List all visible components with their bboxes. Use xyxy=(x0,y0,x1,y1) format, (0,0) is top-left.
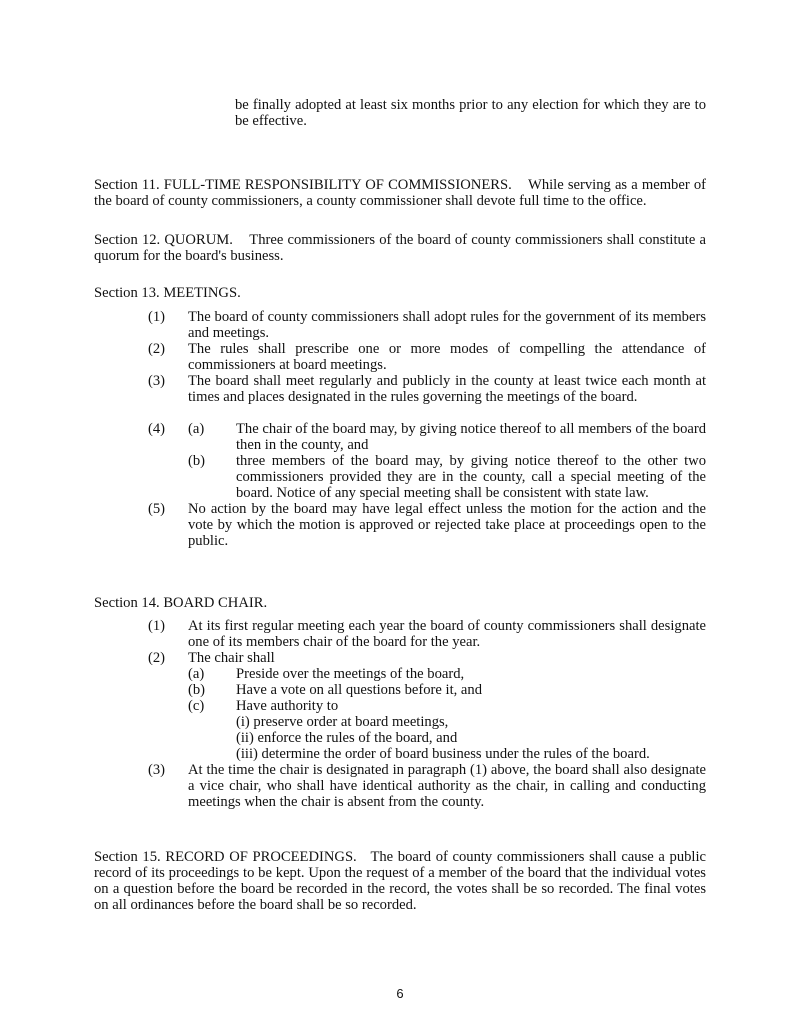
item-number: (1) xyxy=(148,618,166,634)
item-number: (5) xyxy=(148,501,166,517)
item-text: At its first regular meeting each year the board of county commissioners shall designate one of its members chair of the board for the year. xyxy=(188,618,706,650)
subitem-number: (a) xyxy=(188,666,205,682)
item-text: The board of county commissioners shall adopt rules for the government of its members and meetings. xyxy=(188,309,706,341)
item-number: (4) xyxy=(148,421,166,437)
subitem-number: (b) xyxy=(188,453,206,469)
item-number: (1) xyxy=(148,309,166,325)
subitem-text: Have a vote on all questions before it, and xyxy=(236,682,482,698)
roman-item: (ii) enforce the rules of the board, and xyxy=(236,730,458,746)
item-number: (2) xyxy=(148,650,166,666)
section-13-heading: Section 13. MEETINGS. xyxy=(94,285,241,301)
item-text: The rules shall prescribe one or more modes of compelling the attendance of commissioners at board meetings. xyxy=(188,341,706,373)
item-text: No action by the board may have legal effect unless the motion for the action and the vote by which the motion is approved or rejected take place at proceedings open to the public. xyxy=(188,501,706,549)
subitem-text: Preside over the meetings of the board, xyxy=(236,666,465,682)
item-text: At the time the chair is designated in paragraph (1) above, the board shall also designate a vice chair, who shall have identical authority as the chair, in calling and conducting meetings when the chair is absent from the county. xyxy=(188,762,706,810)
roman-item: (iii) determine the order of board business under the rules of the board. xyxy=(236,746,650,762)
section-15 xyxy=(94,849,706,913)
section-heading: Section 11. FULL-TIME RESPONSIBILITY OF COMMISSIONERS. xyxy=(94,177,512,193)
item-number: (3) xyxy=(148,762,166,778)
subitem-text: The chair of the board may, by giving notice thereof to all members of the board then in the county, and xyxy=(236,421,706,453)
roman-item: (i) preserve order at board meetings, xyxy=(236,714,449,730)
subitem-number: (a) xyxy=(188,421,205,437)
subitem-text: three members of the board may, by giving notice thereof to the other two commissioners provided they are in the county, call a special meeting of the board. Notice of any special meeting shall be consistent with state law. xyxy=(236,453,706,501)
subitem-text: Have authority to xyxy=(236,698,339,714)
section-11 xyxy=(94,177,706,209)
section-14-heading: Section 14. BOARD CHAIR. xyxy=(94,595,268,611)
section-text: The board of county commissioners shall cause a public record of its proceedings to be kept. Upon the request of a member of the board that the individual votes on a question before the board be recorded in the record, the votes shall be so recorded. The final votes on all ordinances before the board shall be so recorded. xyxy=(94,849,707,913)
subitem-number: (b) xyxy=(188,682,206,698)
subitem-number: (c) xyxy=(188,698,205,714)
item-number: (3) xyxy=(148,373,166,389)
section-text: Three commissioners of the board of county commissioners shall constitute a quorum for the board's business. xyxy=(94,232,706,264)
section-heading: Section 15. RECORD OF PROCEEDINGS. xyxy=(94,849,357,865)
section-text: While serving as a member of the board of county commissioners, a county commissioner shall devote full time to the office. xyxy=(94,177,706,209)
section-12 xyxy=(94,232,706,264)
section-heading: Section 12. QUORUM. xyxy=(94,232,233,248)
item-text: The chair shall xyxy=(188,650,275,666)
continuation-paragraph: be finally adopted at least six months prior to any election for which they are to be effective. xyxy=(235,97,706,129)
page-number: 6 xyxy=(396,986,404,1001)
item-number: (2) xyxy=(148,341,166,357)
item-text: The board shall meet regularly and publicly in the county at least twice each month at times and places designated in the rules governing the meetings of the board. xyxy=(188,373,706,405)
